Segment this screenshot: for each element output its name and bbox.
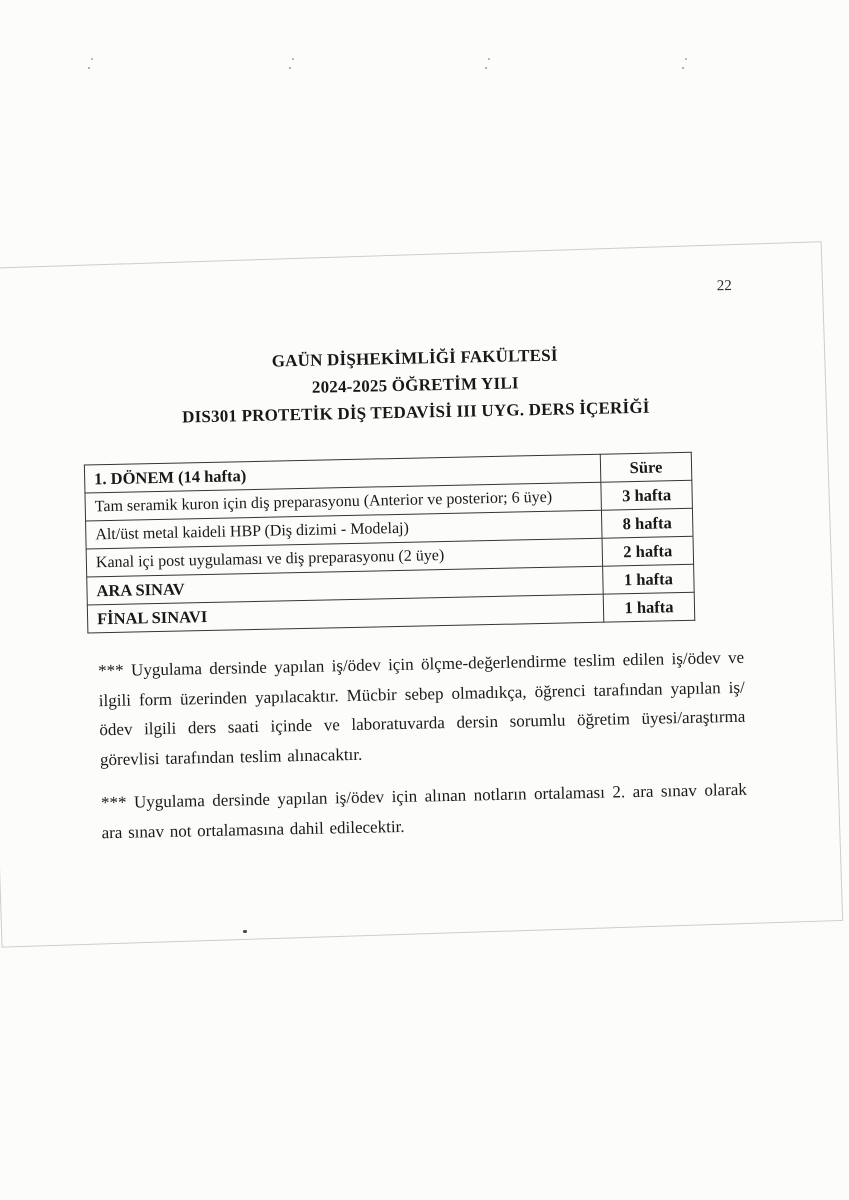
scan-speck — [289, 67, 291, 69]
document-content — [60, 265, 787, 980]
faculty-title-line: GAÜN DİŞHEKİMLİĞİ FAKÜLTESİ — [271, 345, 558, 371]
term-header-cell: 1. DÖNEM (14 hafta) — [84, 454, 600, 493]
course-content-table — [84, 452, 695, 634]
duration-cell: 3 hafta — [601, 480, 693, 510]
topic-cell: ARA SINAV — [87, 566, 603, 605]
duration-cell: 2 hafta — [602, 536, 694, 566]
topic-cell: Alt/üst metal kaideli HBP (Diş dizimi - Modelaj) — [86, 510, 602, 549]
topic-cell: Kanal içi post uygulaması ve diş preparasyonu (2 üye) — [86, 538, 602, 577]
topic-cell: Tam seramik kuron için diş preparasyonu (Anterior ve posterior; 6 üye) — [85, 482, 601, 521]
scan-speck — [485, 67, 487, 69]
note-paragraph: *** Uygulama dersinde yapılan iş/ödev için alınan notların ortalaması 2. ara sınav olarak ara sınav not ortalamasına dahil edilecektir. — [100, 779, 748, 842]
scan-speck — [88, 67, 90, 69]
scan-speck — [682, 67, 684, 69]
document-title — [62, 337, 770, 433]
page-number: 22 — [716, 277, 732, 295]
notes-section — [98, 643, 748, 847]
academic-year-line: 2024-2025 ÖĞRETİM YILI — [311, 373, 519, 397]
note-paragraph: *** Uygulama dersinde yapılan iş/ödev için ölçme-değerlendirme teslim edilen iş/ödev ve ilgili form üzerinden yapılacaktır. Mücbir sebep olmadıkça, öğrenci tarafından yapılan iş/ödev ilgili ders saati içinde ve laboratuvarda dersin sorumlu öğretim üyesi/araştırma görevlisi tarafından teslim alınacaktır. — [97, 647, 746, 769]
duration-header-cell: Süre — [600, 452, 692, 482]
duration-cell: 1 hafta — [603, 564, 695, 594]
course-title-line: DIS301 PROTETİK DİŞ TEDAVİSİ III UYG. DERS İÇERİĞİ — [181, 397, 650, 427]
duration-cell: 8 hafta — [601, 508, 693, 538]
duration-cell: 1 hafta — [603, 592, 695, 622]
topic-cell: FİNAL SINAVI — [87, 594, 603, 633]
